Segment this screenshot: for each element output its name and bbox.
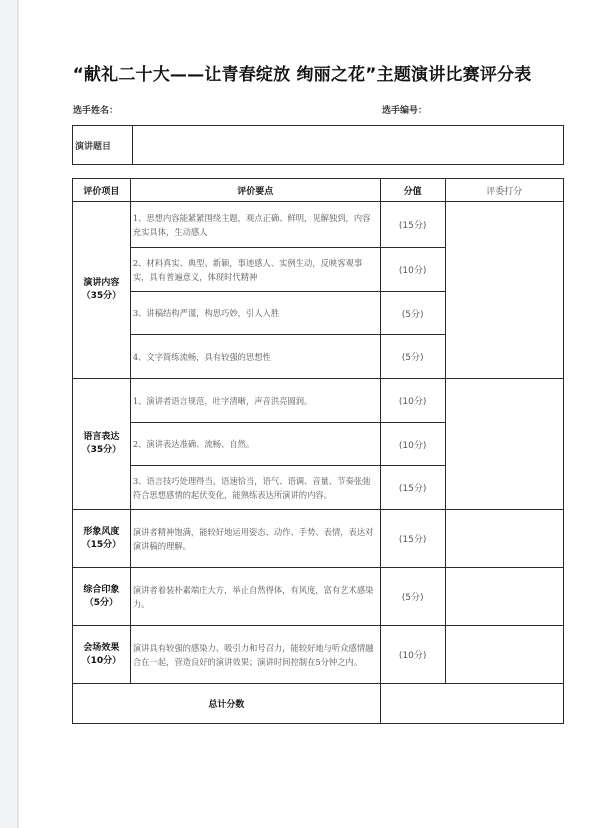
total-score-field[interactable] [380,684,563,724]
points-value: (5分) [380,335,445,379]
category-total: （35分） [81,445,122,455]
points-value: (15分) [380,510,445,568]
contestant-number-label: 选手编号： [382,106,428,116]
category-cell-image [73,510,131,568]
table-row [73,510,564,568]
header-category: 评价项目 [73,179,131,202]
document-title: “献礼二十大——让青春绽放 绚丽之花”主题演讲比赛评分表 [72,65,532,85]
category-name: 综合印象 [83,584,120,595]
criteria-text: 演讲者精神饱满，能较好地运用姿态、动作、手势、表情，表达对演讲稿的理解。 [130,510,380,568]
points-value: (10分) [380,379,445,423]
criteria-text: 演讲具有较强的感染力、吸引力和号召力，能较好地与听众感情融合在一起，营造良好的演讲效果；演讲时间控制在5分钟之内。 [130,626,380,684]
criteria-text: 1、演讲者语言规范，吐字清晰，声音洪亮圆润。 [130,379,380,423]
points-value: (10分) [380,423,445,466]
category-cell-impression [73,568,131,626]
scoring-table [72,178,564,724]
category-name: 形象风度 [83,526,120,537]
category-total: （15分） [81,539,122,550]
criteria-text: 3、讲稿结构严谨，构思巧妙，引人入胜 [130,292,380,335]
points-value: (10分) [380,248,445,292]
contestant-name-label: 选手姓名： [73,106,119,116]
header-criteria: 评价要点 [130,179,380,202]
category-name: 演讲内容 [83,278,120,288]
speech-topic-field[interactable] [133,126,564,165]
category-cell-language [73,379,131,510]
category-name: 会场效果 [83,642,120,653]
judge-score-cell-image[interactable] [445,510,564,568]
table-header-row [73,179,564,202]
table-row [73,626,564,684]
judge-score-cell-venue[interactable] [445,626,564,684]
category-name: 语言表达 [83,432,120,442]
viewer-side-margin [0,0,17,828]
judge-score-cell-language[interactable] [445,379,564,510]
criteria-text: 演讲者着装朴素端庄大方，举止自然得体，有风度，富有艺术感染力。 [130,568,380,626]
header-points: 分值 [380,179,445,202]
table-row [73,568,564,626]
total-score-label: 总计分数 [73,684,381,724]
speech-topic-label: 演讲题目 [73,126,133,165]
criteria-text: 2、演讲表达准确、流畅、自然。 [130,423,380,466]
judge-score-cell-content[interactable] [445,202,564,379]
points-value: (15分) [380,466,445,510]
points-value: (15分) [380,202,445,248]
category-cell-venue [73,626,131,684]
speech-topic-table [72,125,564,165]
judge-score-cell-impression[interactable] [445,568,564,626]
header-judge-score: 评委打分 [445,179,564,202]
criteria-text: 4、文字简练流畅，具有较强的思想性 [130,335,380,379]
table-row [73,202,564,248]
criteria-text: 1、思想内容能紧紧围绕主题，观点正确、鲜明，见解独到，内容充实具体，生动感人 [130,202,380,248]
total-row [73,684,564,724]
criteria-text: 2、材料真实、典型、新颖，事迹感人、实例生动，反映客观事实，具有普遍意义，体现时代精神 [130,248,380,292]
category-total: （5分） [84,597,119,608]
category-total: （35分） [81,291,122,301]
points-value: (10分) [380,626,445,684]
table-row [73,379,564,423]
criteria-text: 3、语言技巧处理得当，语速恰当，语气、语调、音量、节奏张弛符合思想感情的起伏变化，能熟练表达所演讲的内容。 [130,466,380,510]
category-total: （10分） [81,655,122,666]
points-value: (5分) [380,292,445,335]
category-cell-content [73,202,131,379]
points-value: (5分) [380,568,445,626]
